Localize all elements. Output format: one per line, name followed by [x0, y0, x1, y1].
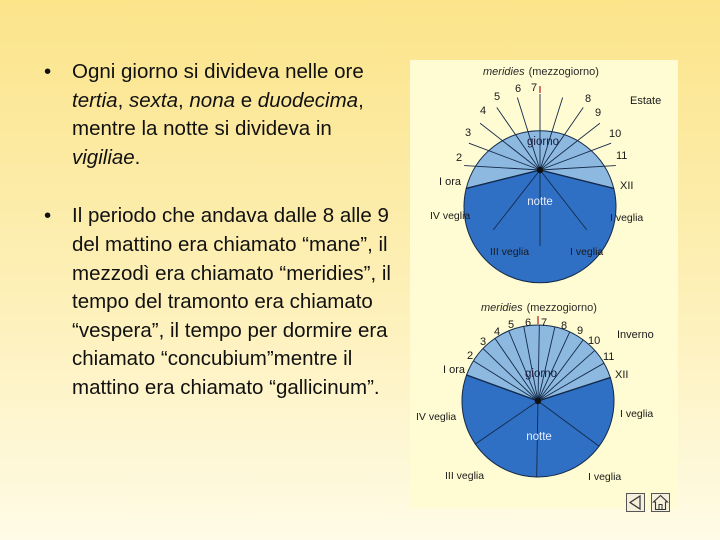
winter-hour-5: 5 [508, 319, 515, 331]
summer-diagram [430, 66, 661, 283]
day-night-diagrams [410, 60, 678, 508]
text-run: Ogni giorno si divideva nelle ore [72, 60, 364, 83]
summer-hour-2: 2 [456, 152, 463, 164]
latin-term-nona: nona [189, 88, 235, 112]
winter-hour-1: I ora [443, 364, 466, 376]
winter-hour-12: XII [615, 369, 629, 381]
summer-watch-2: I veglia [570, 246, 604, 258]
winter-watch-3: III veglia [445, 470, 485, 482]
summer-day-label: giorno [527, 136, 559, 148]
winter-night-label: notte [526, 431, 552, 443]
summer-season-label: Estate [630, 95, 662, 107]
summer-hour-6: 6 [515, 83, 522, 95]
winter-hour-10: 10 [588, 335, 601, 347]
winter-watch-2: I veglia [588, 471, 622, 483]
summer-watch-3: III veglia [490, 246, 530, 258]
winter-diagram [416, 302, 654, 483]
winter-hour-6: 6 [525, 317, 532, 329]
back-button[interactable] [626, 493, 645, 512]
summer-hour-12: XII [620, 180, 634, 192]
text-run: e [235, 88, 258, 112]
winter-hour-3: 3 [480, 336, 487, 348]
winter-hour-4: 4 [494, 326, 501, 338]
home-button[interactable] [651, 493, 670, 512]
summer-night-label: notte [527, 196, 553, 208]
triangle-left-icon [627, 494, 644, 511]
summer-center-dot [537, 167, 543, 173]
house-icon [652, 494, 669, 511]
winter-header: meridies (mezzogiorno) [481, 302, 597, 314]
summer-watch-4: IV veglia [430, 210, 471, 222]
text-run: . [134, 145, 141, 169]
summer-hour-8: 8 [585, 93, 592, 105]
summer-hour-4: 4 [480, 105, 487, 117]
latin-term-vigiliae: vigiliae [72, 145, 135, 169]
summer-hour-5: 5 [494, 91, 501, 103]
winter-watch-1: I veglia [620, 408, 654, 420]
text-run: , [177, 88, 190, 112]
latin-term-sexta: sexta [128, 88, 178, 112]
latin-term-duodecima: duodecima [257, 88, 359, 112]
winter-season-label: Inverno [617, 329, 654, 341]
bullet-mark: • [44, 204, 52, 228]
summer-hour-3: 3 [465, 127, 472, 139]
winter-hour-9: 9 [577, 325, 584, 337]
text-run: Il periodo che andava dalle 8 alle 9 del mattino era chiamato “mane”, il mezzodì era chiamato “meridies”, il tempo del tramonto era chiamato “vespera”, il tempo per dormire era chiamato “concubium”mentre il mattino era chiamato “gallicinum”. [72, 204, 391, 399]
winter-watch-4: IV veglia [416, 411, 457, 423]
winter-hour-7: 7 [541, 317, 548, 329]
summer-hour-7: 7 [531, 82, 538, 94]
text-run: , mentre la notte si divideva in [72, 88, 364, 141]
summer-watch-1: I veglia [610, 212, 644, 224]
day-night-diagram-panel [410, 60, 678, 508]
latin-term-tertia: tertia [72, 88, 118, 112]
text-run: , [117, 88, 129, 112]
summer-hour-9: 9 [595, 107, 602, 119]
bullet-item-hours [44, 58, 404, 172]
summer-hour-10: 10 [609, 128, 622, 140]
bullet-list [44, 58, 404, 403]
summer-hour-1: I ora [439, 176, 462, 188]
winter-hour-11: 11 [603, 351, 615, 363]
bullet-item-periods [44, 202, 404, 402]
winter-hour-8: 8 [561, 320, 568, 332]
bullet-mark: • [44, 60, 52, 83]
summer-hour-11: 11 [616, 150, 628, 162]
winter-day-label: giorno [525, 368, 557, 380]
summer-header: meridies (mezzogiorno) [483, 66, 599, 78]
winter-hour-2: 2 [467, 350, 474, 362]
winter-center-dot [535, 398, 541, 404]
